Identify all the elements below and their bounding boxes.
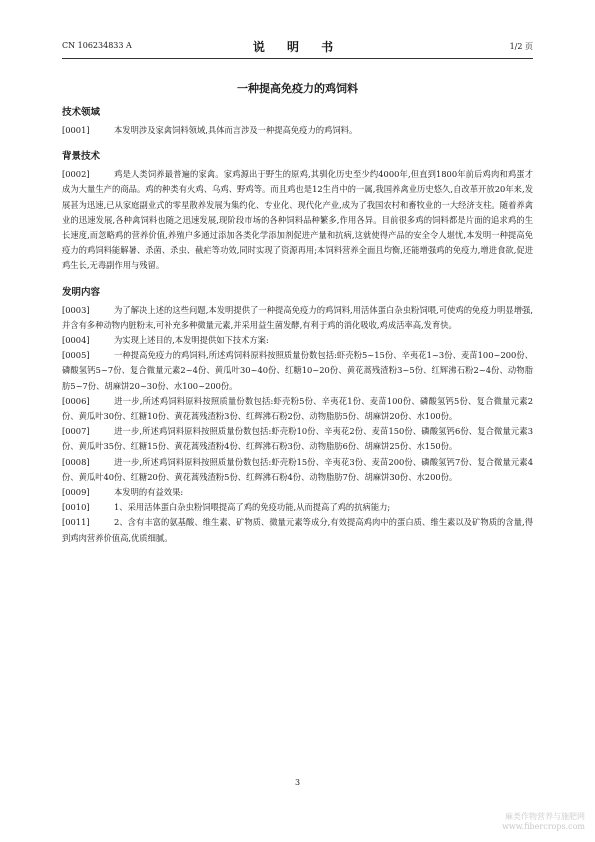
document-body: [62, 106, 533, 546]
paragraph-number: [0004]: [62, 335, 90, 346]
paragraph-text: 鸡是人类饲养最普遍的家禽。家鸡源出于野生的原鸡,其驯化历史至少约4000年,但直到1800年前后鸡肉和鸡蛋才成为大量生产的商品。鸡的种类有火鸡、乌鸡、野鸡等。而且鸡也是12生肖中的一属,我国养禽业历史悠久,自改革开放20年来,发展甚为迅速,已从家庭副业式的零星散养发展为集约化、专业化、现代化产业,成为了我国农村和畜牧业的一大经济支柱。随着养禽业的迅速发展,各种禽饲料也随之迅速发展,现阶段市场的各种饲料品种繁多,作用各异。目前很多鸡的饲料都是片面的追求鸡的生长速度,而忽略鸡的营养价值,养殖户多通过添加各类化学添加剂促进产量和抗病,这就使得产品的安全令人堪忧,本发明一种提高免疫力的鸡饲料能解暑、杀菌、杀虫、截疟等功效,同时实现了资源再用;本饲料营养全面且均衡,还能增强鸡的免疫力,增进食欲,促进鸡生长,无毒副作用与残留。: [62, 169, 533, 271]
paragraph-number: [0008]: [62, 456, 90, 467]
paragraph: [62, 455, 533, 485]
paragraph: [62, 515, 533, 545]
paragraph-text: 为了解决上述的这些问题,本发明提供了一种提高免疫力的鸡饲料,用活体蛋白杂虫粉饲喂,可使鸡的免疫力明显增强,并含有多种动物内脏粉末,可补充多种微量元素,并采用益生菌发酵,有利于鸡的消化吸收,鸡成活率高,发育快。: [62, 304, 533, 330]
paragraph-text: 为实现上述目的,本发明提供如下技术方案:: [114, 335, 269, 346]
paragraph-text: 1、采用活体蛋白杂虫粉饲喂提高了鸡的免疫功能,从而提高了鸡的抗病能力;: [114, 502, 391, 513]
doc-type: 说 明 书: [252, 40, 343, 54]
paragraph-text: 本发明涉及家禽饲料领域,具体而言涉及一种提高免疫力的鸡饲料。: [114, 125, 358, 135]
paragraph-text: 2、含有丰富的氨基酸、维生素、矿物质、微量元素等成分,有效提高鸡肉中的蛋白质、维生素以及矿物质的含量,得到鸡肉营养价值高,优质细腻。: [62, 517, 533, 543]
paragraph: [62, 500, 533, 515]
paragraph-text: 进一步,所述鸡饲料原料按照质量份数包括:虾壳粉10份、辛夷花2份、麦苗150份、磷酸氢钙6份、复合微量元素3份、黄瓜叶35份、红糖15份、黄花蒿残渣粉4份、红辉沸石粉3份、动物脂肪6份、胡麻饼25份、水150份。: [62, 426, 533, 452]
section-invention: [62, 303, 533, 546]
paragraph-number: [0011]: [62, 517, 90, 528]
page-of: 1/2 页: [509, 42, 533, 51]
paragraph: [62, 485, 533, 500]
paragraph: [62, 348, 533, 394]
paragraph: [62, 333, 533, 348]
paragraph: [62, 394, 533, 424]
paragraph: [62, 303, 533, 333]
page-number: 3: [294, 778, 301, 787]
section-heading-tech-field: 技术领域: [62, 107, 101, 118]
document-title: 一种提高免疫力的鸡饲料: [237, 82, 358, 95]
paragraph-number: [0009]: [62, 487, 90, 498]
paragraph: [62, 123, 533, 138]
watermark-line-1: 麻类作物营养与施肥网: [505, 812, 585, 821]
paragraph-number: [0002]: [62, 169, 90, 180]
page-header: [62, 38, 533, 54]
watermark: [502, 812, 585, 832]
paragraph: [62, 167, 533, 273]
paragraph-text: 进一步,所述鸡饲料原料按照质量份数包括:虾壳粉5份、辛夷花1份、麦苗100份、磷酸氢钙5份、复合微量元素2份、黄瓜叶30份、红糖10份、黄花蒿残渣粉3份、红辉沸石粉2份、动物脂肪5份、胡麻饼20份、水100份。: [62, 395, 533, 422]
paragraph-number: [0006]: [62, 395, 90, 406]
paragraph-number: [0007]: [62, 426, 90, 437]
paragraph-number: [0001]: [62, 125, 90, 135]
section-background: [62, 167, 533, 273]
paragraph-number: [0005]: [62, 350, 90, 361]
paragraph-number: [0003]: [62, 304, 90, 315]
paragraph-text: 一种提高免疫力的鸡饲料,所述鸡饲料原料按照质量份数包括:虾壳粉5~15份、辛夷花1~3份、麦苗100~200份、磷酸氢钙5~7份、复合微量元素2~4份、黄瓜叶30~40份、红糖10~20份、黄花蒿残渣粉3~5份、红辉沸石粉2~4份、动物脂肪5~7份、胡麻饼20~30份、水100~200份。: [62, 350, 533, 391]
paragraph-text: 本发明的有益效果:: [114, 487, 184, 498]
header-divider: [62, 58, 533, 59]
paragraph-text: 进一步,所述鸡饲料原料按照质量份数包括:虾壳粉15份、辛夷花3份、麦苗200份、磷酸氢钙7份、复合微量元素4份、黄瓜叶40份、红糖20份、黄花蒿残渣粉5份、红辉沸石粉4份、动物脂肪7份、胡麻饼30份、水200份。: [62, 456, 533, 482]
section-heading-invention: 发明内容: [62, 286, 101, 298]
doc-number: CN 106234833 A: [62, 41, 132, 50]
paragraph-number: [0010]: [62, 502, 90, 513]
paragraph: [62, 424, 533, 454]
section-heading-background: 背景技术: [62, 151, 101, 163]
section-tech-field: [62, 123, 533, 138]
watermark-line-2: www.fibercrops.com: [502, 822, 585, 831]
